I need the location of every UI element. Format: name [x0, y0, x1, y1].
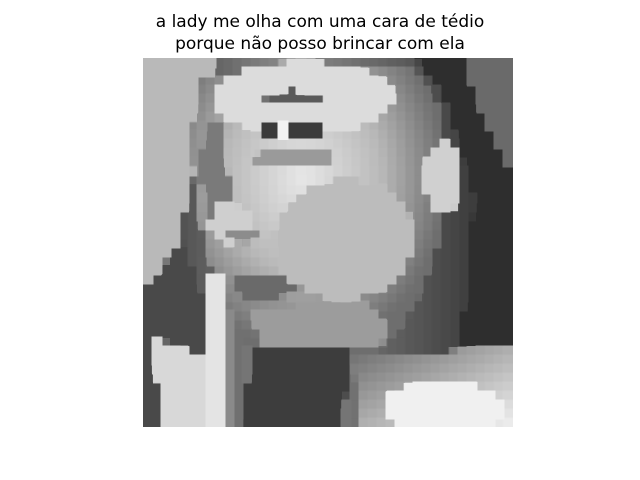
portrait-image	[143, 58, 513, 427]
caption	[0, 11, 640, 55]
caption-line-1: a lady me olha com uma cara de tédio	[155, 12, 485, 32]
caption-line-2: porque não posso brincar com ela	[175, 34, 465, 54]
portrait-svg	[143, 58, 513, 427]
portrait-pixel-art	[143, 58, 513, 427]
